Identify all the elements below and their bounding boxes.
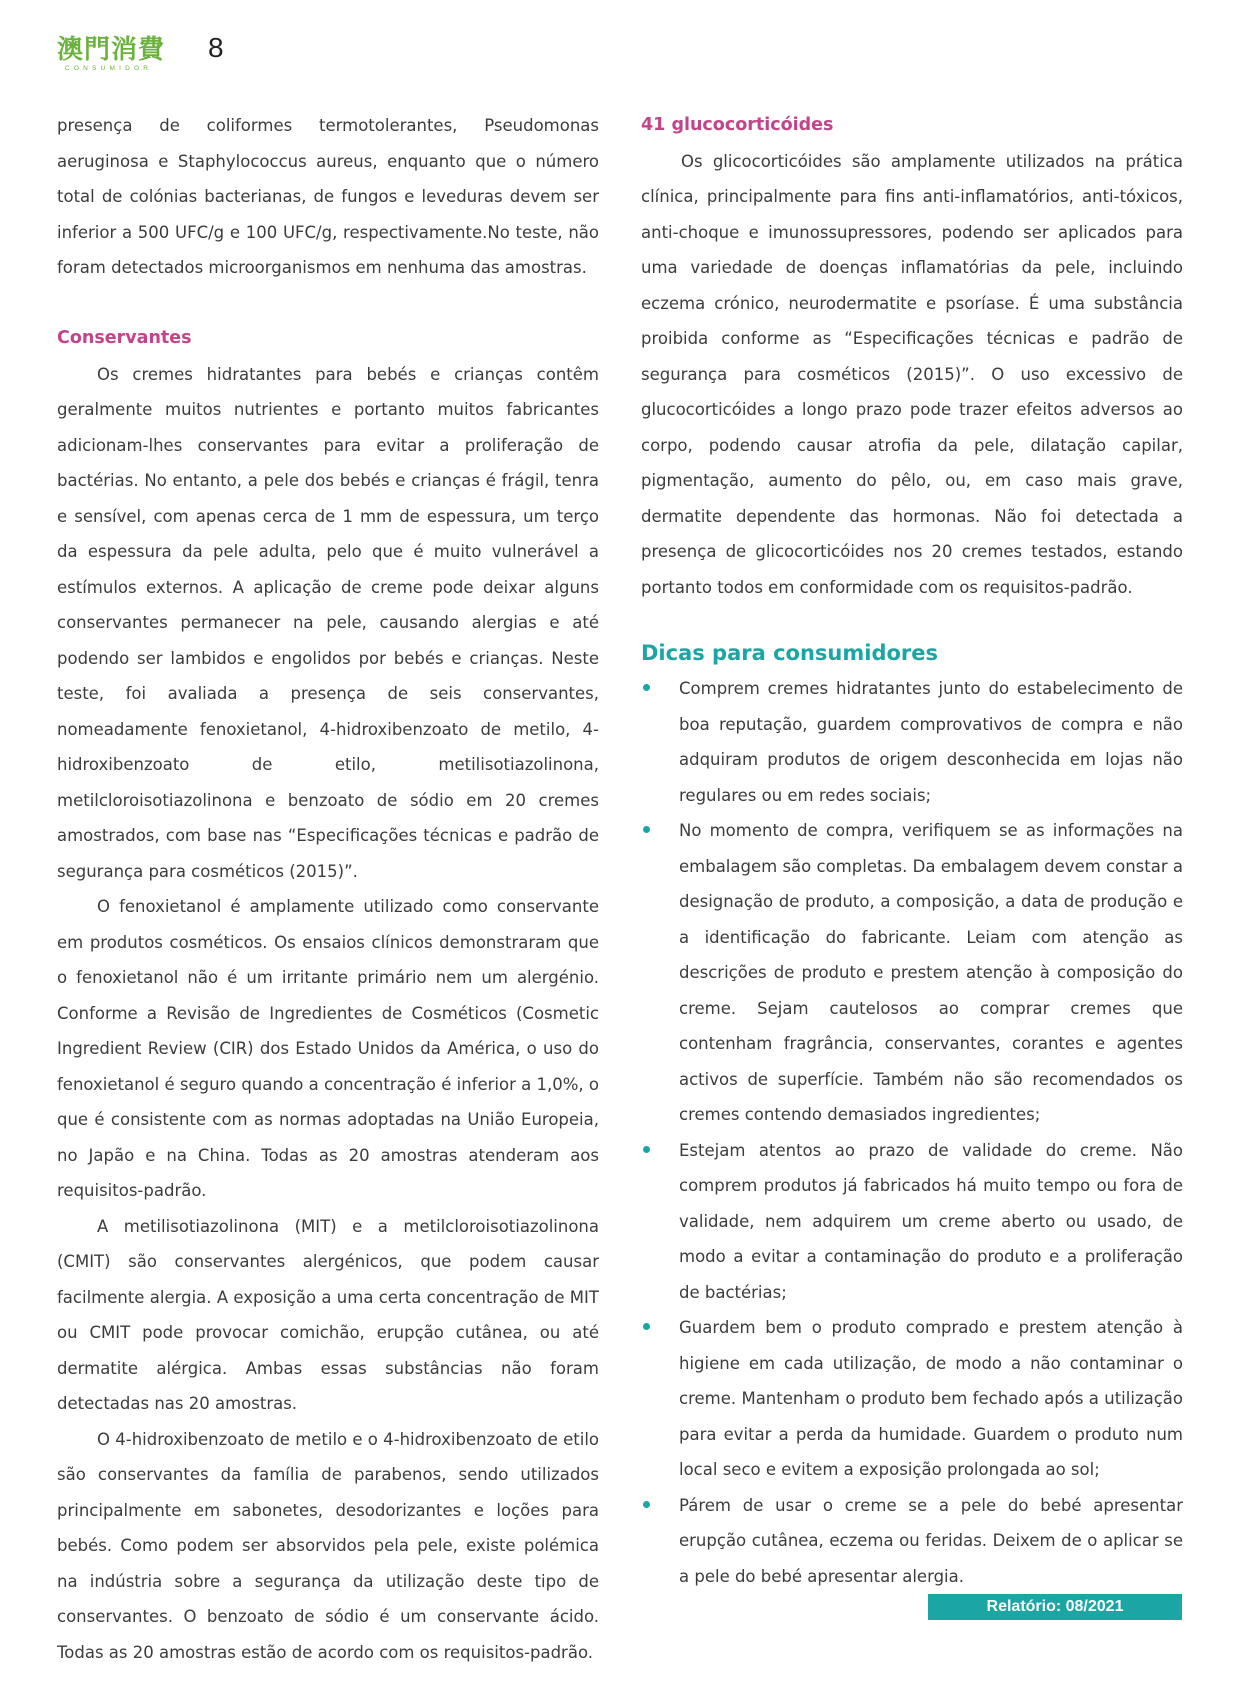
tip-text: Comprem cremes hidratantes junto do estabelecimento de boa reputação, guardem comprovativos de compra e não adquiram produtos de origem desconhecida em lojas não regulares ou em redes sociais; (679, 679, 1183, 805)
logo-subtitle: CONSUMIDOR (65, 65, 153, 72)
section-heading-conservantes: Conservantes (57, 328, 192, 348)
spacer (641, 605, 1183, 635)
paragraph: presença de coliformes termotolerantes, Pseudomonas aeruginosa e Staphylococcus aureus, enquanto que o número total de colónias bacterianas, de fungos e leveduras devem ser inferior a 500 UFC/g e 100 UFC/g, respectivamente.No teste, não foram detectados microorganismos em nenhuma das amostras. (57, 116, 599, 277)
left-column (57, 108, 599, 1670)
logo-text: 澳門消費 (57, 35, 166, 65)
logo (57, 35, 165, 72)
paragraph: O fenoxietanol é amplamente utilizado como conservante em produtos cosméticos. Os ensaios clínicos demonstraram que o fenoxietanol não é um irritante primário nem um alergénio. Conforme a Revisão de Ingredientes de Cosméticos (Cosmetic Ingredient Review (CIR) dos Estado Unidos da América, o uso do fenoxietanol é seguro quando a concentração é inferior a 1,0%, o que é consistente com as normas adoptadas na União Europeia, no Japão e na China. Todas as 20 amostras atenderam aos requisitos-padrão. (57, 897, 599, 1200)
tip-text: No momento de compra, verifiquem se as informações na embalagem são completas. Da embalagem devem constar a designação de produto, a composição, a data de produção e a identificação do fabricante. Leiam com atenção as descrições de produto e prestem atenção à composição do creme. Sejam cautelosos ao comprar cremes que contenham fragrância, conservantes, corantes e agentes activos de superfície. Também não são recomendados os cremes contendo demasiados ingredientes; (679, 821, 1183, 1124)
right-column (641, 108, 1183, 1594)
tip-text: Párem de usar o creme se a pele do bebé apresentar erupção cutânea, eczema ou feridas. Deixem de o aplicar se a pele do bebé apresentar alergia. (679, 1495, 1183, 1586)
tips-list (641, 671, 1183, 1594)
bullet-icon (643, 1501, 650, 1508)
paragraph: A metilisotiazolinona (MIT) e a metilcloroisotiazolinona (CMIT) são conservantes alergénicos, que podem causar facilmente alergia. A exposição a uma certa concentração de MIT ou CMIT pode provocar comichão, erupção cutânea, ou até dermatite alérgica. Ambas essas substâncias não foram detectadas nas 20 amostras. (57, 1216, 599, 1413)
list-item (641, 671, 1183, 813)
bullet-icon (643, 684, 650, 691)
list-item (641, 1488, 1183, 1595)
bullet-icon (643, 826, 650, 833)
tip-text: Estejam atentos ao prazo de validade do creme. Não comprem produtos já fabricados há muito tempo ou fora de validade, nem adquirem um creme aberto ou usado, de modo a evitar a contaminação do produto e a proliferação de bactérias; (679, 1140, 1183, 1302)
tip-text: Guardem bem o produto comprado e prestem atenção à higiene em cada utilização, de modo a não contaminar o creme. Mantenham o produto bem fechado após a utilização para evitar a perda da humidade. Guardem o produto num local seco e evitem a exposição prolongada ao sol; (679, 1318, 1183, 1479)
page-number: 8 (208, 32, 224, 63)
paragraph: Os glicocorticóides são amplamente utilizados na prática clínica, principalmente para fins anti-inflamatórios, anti-tóxicos, anti-choque e imunossupressores, podendo ser aplicados para uma variedade de doenças inflamatórias da pele, incluindo eczema crónico, neurodermatite e psoríase. É uma substância proibida conforme as “Especificações técnicas e padrão de segurança para cosméticos (2015)”. O uso excessivo de glucocorticóides a longo prazo pode trazer efeitos adversos ao corpo, podendo causar atrofia da pele, dilatação capilar, pigmentação, aumento do pêlo, ou, em caso mais grave, dermatite dependente das hormonas. Não foi detectada a presença de glicocorticóides nos 20 cremes testados, estando portanto todos em conformidade com os requisitos-padrão. (641, 151, 1183, 597)
spacer (57, 286, 599, 322)
bullet-icon (643, 1323, 650, 1330)
report-badge: Relatório: 08/2021 (928, 1594, 1182, 1620)
section-heading-glucocorticoides: 41 glucocorticóides (641, 115, 834, 135)
paragraph: Os cremes hidratantes para bebés e crianças contêm geralmente muitos nutrientes e portanto muitos fabricantes adicionam-lhes conservantes para evitar a proliferação de bactérias. No entanto, a pele dos bebés e crianças é frágil, tenra e sensível, com apenas cerca de 1 mm de espessura, um terço da espessura da pele adulta, pelo que é muito vulnerável a estímulos externos. A aplicação de creme pode deixar alguns conservantes permanecer na pele, causando alergias e até podendo ser lambidos e engolidos por bebés e crianças. Neste teste, foi avaliada a presença de seis conservantes, nomeadamente fenoxietanol, 4-hidroxibenzoato de metilo, 4-hidroxibenzoato de etilo, metilisotiazolinona, metilcloroisotiazolinona e benzoato de sódio em 20 cremes amostrados, com base nas “Especificações técnicas e padrão de segurança para cosméticos (2015)”. (57, 364, 599, 881)
paragraph: O 4-hidroxibenzoato de metilo e o 4-hidroxibenzoato de etilo são conservantes da família de parabenos, sendo utilizados principalmente em sabonetes, desodorizantes e loções para bebés. Como podem ser absorvidos pela pele, existe polémica na indústria sobre a segurança da utilização deste tipo de conservantes. O benzoato de sódio é um conservante ácido. Todas as 20 amostras estão de acordo com os requisitos-padrão. (57, 1429, 599, 1662)
list-item (641, 1133, 1183, 1311)
bullet-icon (643, 1146, 650, 1153)
section-heading-dicas: Dicas para consumidores (641, 641, 939, 665)
list-item (641, 1310, 1183, 1488)
list-item (641, 813, 1183, 1133)
